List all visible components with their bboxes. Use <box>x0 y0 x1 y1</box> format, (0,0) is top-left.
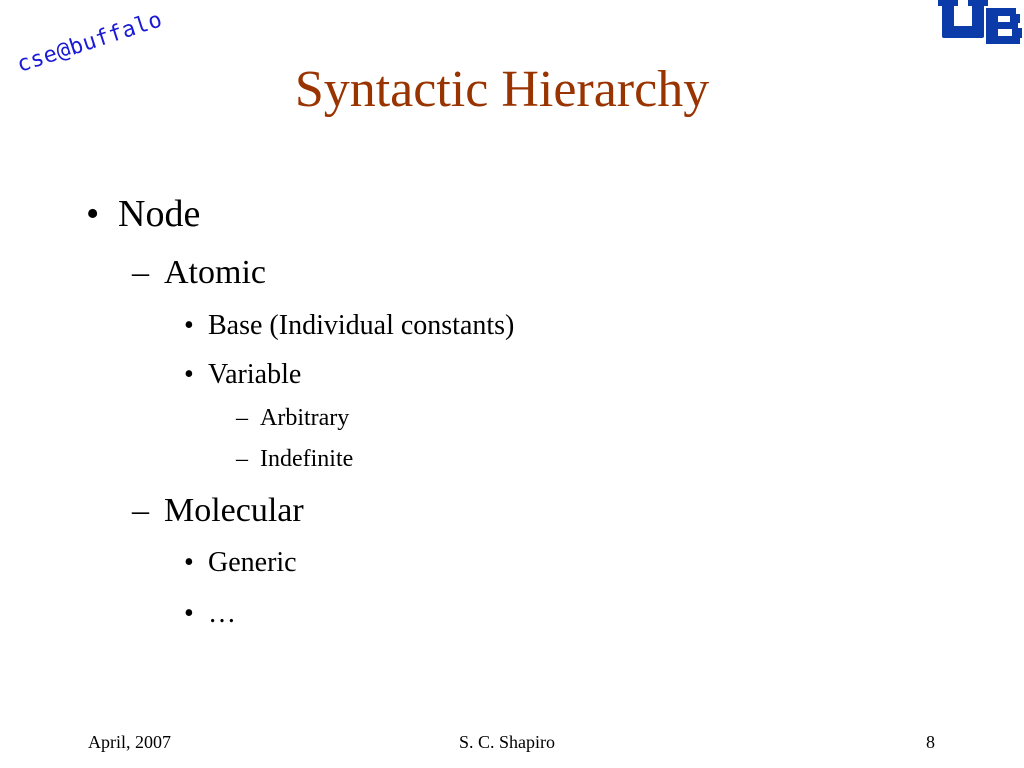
bullet-marker: • <box>86 193 100 235</box>
outline-item-text: Variable <box>208 359 302 390</box>
footer-page-number: 8 <box>926 732 935 752</box>
slide-title: Syntactic Hierarchy <box>294 61 710 118</box>
outline-item-text: Atomic <box>164 254 266 291</box>
cse-buffalo-logo: cse@buffalo <box>14 7 166 78</box>
bullet-marker: • <box>184 359 194 390</box>
bullet-marker: • <box>184 598 194 629</box>
outline-item-text: Indefinite <box>260 446 354 472</box>
outline-item-text: Arbitrary <box>260 405 350 431</box>
dash-marker: – <box>236 405 248 431</box>
dash-marker: – <box>132 254 149 291</box>
outline-item-text: Node <box>118 193 201 235</box>
dash-marker: – <box>236 446 248 472</box>
outline-item-text: Molecular <box>164 492 304 529</box>
bullet-marker: • <box>184 310 194 341</box>
bullet-marker: • <box>184 547 194 578</box>
outline-item-text: … <box>208 598 236 629</box>
footer-author: S. C. Shapiro <box>459 732 556 752</box>
dash-marker: – <box>132 492 149 529</box>
outline-item-text: Generic <box>208 547 297 578</box>
footer-date: April, 2007 <box>88 732 171 752</box>
outline-item-text: Base (Individual constants) <box>208 310 515 341</box>
